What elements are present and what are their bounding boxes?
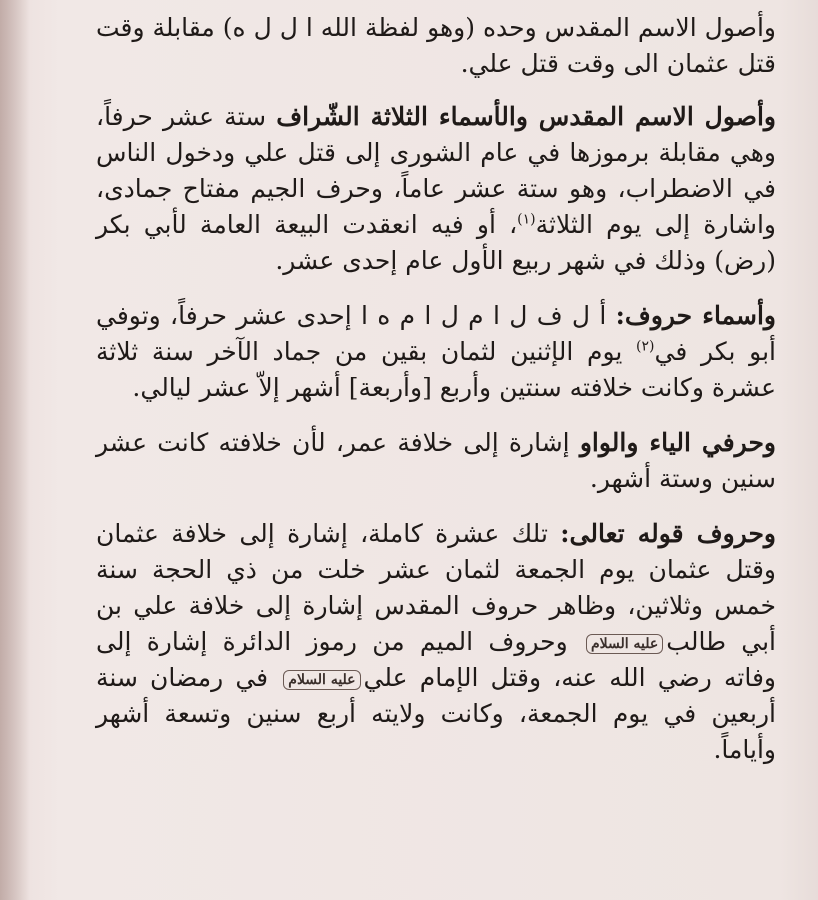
paragraph-4 <box>96 425 776 497</box>
paragraph-4-text: إشارة إلى خلافة عمر، لأن خلافته كانت عشر سنين وستة أشهر. <box>96 428 776 493</box>
arabic-text-block <box>96 10 776 787</box>
paragraph-3 <box>96 298 776 406</box>
honorific-ligature-2: عليه السلام <box>283 670 360 690</box>
paragraph-3-text-cont: يوم الإثنين لثمان بقين من جماد الآخر سنة ثلاثة عشرة وكانت خلافته سنتين وأربع [وأربعة] أشهر إلاّ عشر ليالي. <box>96 337 776 402</box>
paragraph-1 <box>96 10 776 82</box>
footnote-marker-2: (٢) <box>636 338 655 355</box>
paragraph-4-lead: وحرفي الياء والواو <box>579 428 776 457</box>
paragraph-5-text: تلك عشرة كاملة، إشارة إلى خلافة عثمان وقتل عثمان يوم الجمعة لثمان عشر خلت من ذي الحجة سنة خمس وثلاثين، وظاهر حروف المقدس إشارة إلى خلافة علي بن أبي طالب <box>96 519 776 656</box>
paragraph-2-lead: وأصول الاسم المقدس والأسماء الثلاثة الشّراف <box>276 102 776 131</box>
paragraph-5-text-end: في رمضان سنة أربعين في يوم الجمعة، وكانت ولايته أربع سنين وتسعة أشهر وأياماً. <box>96 663 776 764</box>
paragraph-1-text: وأصول الاسم المقدس وحده (وهو لفظة الله ا ل ل ه) مقابلة وقت قتل عثمان الى وقت قتل علي. <box>96 13 776 78</box>
footnote-marker-1: (١) <box>517 211 536 228</box>
paragraph-5-text-cont: وحروف الميم من رموز الدائرة إشارة إلى وفاته رضي الله عنه، وقتل الإمام علي <box>96 627 776 692</box>
honorific-ligature-1: عليه السلام <box>586 634 663 654</box>
paragraph-2 <box>96 99 776 279</box>
paragraph-3-text: أ ل ف ل ا م ل ا م ه ا إحدى عشر حرفاً، وتوفي أبو بكر في <box>96 301 776 366</box>
paragraph-5-lead: وحروف قوله تعالى: <box>560 519 777 548</box>
paragraph-2-text: ستة عشر حرفاً، وهي مقابلة برموزها في عام الشورى إلى قتل علي ودخول الناس في الاضطراب، وهو ستة عشر عاماً، وحرف الجيم مفتاح جمادى، واشارة إلى يوم الثلاثة <box>96 102 776 239</box>
paragraph-2-text-cont: ، أو فيه انعقدت البيعة العامة لأبي بكر (رض) وذلك في شهر ربيع الأول عام إحدى عشر. <box>96 210 776 275</box>
page-binding-shadow <box>0 0 30 900</box>
paragraph-5 <box>96 516 776 768</box>
paragraph-3-lead: وأسماء حروف: <box>615 301 776 330</box>
